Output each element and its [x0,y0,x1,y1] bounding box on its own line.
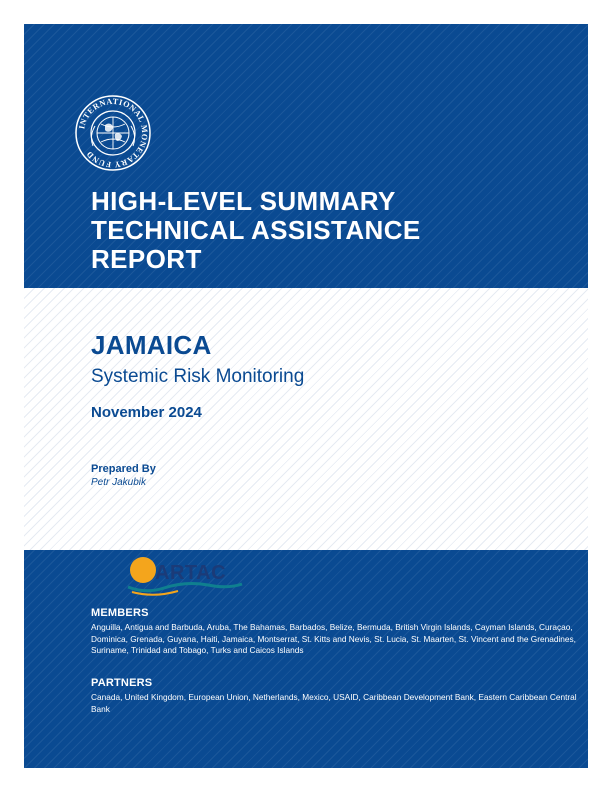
report-date: November 2024 [91,404,202,421]
partners-list: Canada, United Kingdom, European Union, Netherlands, Mexico, USAID, Caribbean Development Bank, Eastern Caribbean Central Bank [91,692,577,714]
svg-text:INTERNATIONAL MONETARY FUND: INTERNATIONAL MONETARY FUND [77,96,150,170]
country-name: JAMAICA [91,330,212,360]
title-line: REPORT [91,244,202,274]
members-list: Anguilla, Antigua and Barbuda, Aruba, The Bahamas, Barbados, Belize, Bermuda, British Virgin Islands, Cayman Islands, Curaçao, Dominica, Grenada, Guyana, Haiti, Jamaica, Montserrat, St. Kitts and Nevis, St. Lucia, St. Maarten, St. Vincent and the Grenadines, Suriname, Trinidad and Tobago, Turks and Caicos Islands [91,622,576,655]
report-title [91,187,551,274]
imf-seal-logo [74,94,152,172]
svg-text:ARTAC: ARTAC [155,562,227,584]
prepared-by-label: Prepared By [91,463,156,475]
title-line: TECHNICAL ASSISTANCE [91,215,421,245]
author-name: Petr Jakubik [91,477,147,488]
footer-band [24,550,588,768]
cartac-logo [124,554,244,596]
partners-heading: PARTNERS [91,677,153,689]
report-subject: Systemic Risk Monitoring [91,366,305,387]
report-cover [24,24,588,768]
members-heading: MEMBERS [91,607,149,619]
title-line: HIGH-LEVEL SUMMARY [91,186,396,216]
